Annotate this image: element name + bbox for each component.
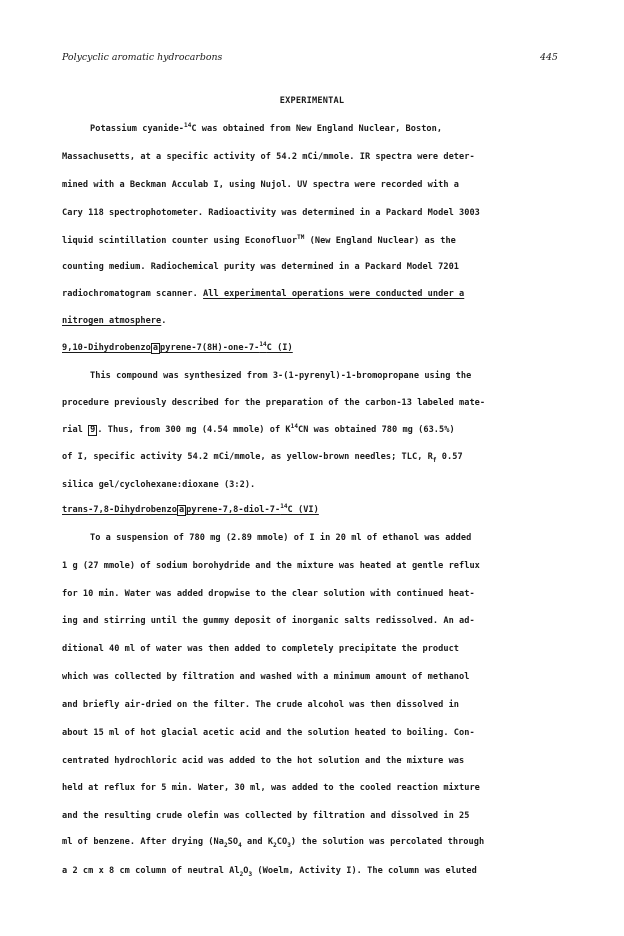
- paragraph-line: of I, specific activity 54.2 mCi/mmole, as yellow-brown needles; TLC, $R_f$ 0.57: [62, 452, 463, 464]
- paragraph-line: liquid scintillation counter using Econofluor™ (New England Nuclear) as the: [62, 234, 456, 246]
- paragraph-line: counting medium. Radiochemical purity was determined in a Packard Model 7201: [62, 262, 460, 272]
- compound-heading-1: 9,10-Dihydrobenzo a pyrene-7(8H)-one-7-$^{14}$C (I): [62, 341, 293, 353]
- paragraph-line: radiochromatogram scanner. All experimental operations were conducted under a: [62, 289, 465, 299]
- paragraph-line: rial 9 . Thus, from 300 mg (4.54 mmole) of $K^{14}CN$ was obtained 780 mg (63.5%): [62, 423, 455, 435]
- paragraph-line: which was collected by filtration and washed with a minimum amount of methanol: [62, 672, 470, 682]
- paragraph-line: ml of benzene. After drying ($Na_2SO_4$ and $K_2CO_3$) the solution was percolated through: [62, 837, 485, 849]
- paragraph-line: Massachusetts, at a specific activity of 54.2 mCi/mmole. IR spectra were deter-: [62, 152, 475, 162]
- paragraph-line: and briefly air-dried on the filter. The crude alcohol was then dissolved in: [62, 700, 460, 710]
- paragraph-line: Cary 118 spectrophotometer. Radioactivity was determined in a Packard Model 3003: [62, 208, 480, 218]
- paragraph-line: a 2 cm x 8 cm column of neutral $Al_2O_3$ (Woelm, Activity I). The column was eluted: [62, 866, 477, 878]
- paragraph-line: mined with a Beckman Acculab I, using Nujol. UV spectra were recorded with a: [62, 180, 460, 190]
- paragraph-line: for 10 min. Water was added dropwise to the clear solution with continued heat-: [62, 589, 475, 599]
- compound-heading-2: trans-7,8-Dihydrobenzo a pyrene-7,8-diol-7-$^{14}$C (VI): [62, 503, 319, 515]
- paragraph-line: about 15 ml of hot glacial acetic acid and the solution heated to boiling. Con-: [62, 728, 475, 738]
- section-heading: EXPERIMENTAL: [279, 96, 345, 106]
- paragraph-line: ditional 40 ml of water was then added to completely precipitate the product: [62, 644, 460, 654]
- paragraph-line: ing and stirring until the gummy deposit of inorganic salts redissolved. An ad-: [62, 616, 475, 626]
- paragraph-line: silica gel/cyclohexane:dioxane (3:2).: [62, 480, 256, 490]
- paragraph-line: centrated hydrochloric acid was added to the hot solution and the mixture was: [62, 756, 465, 766]
- page-number: 445: [540, 52, 558, 63]
- paragraph-line: and the resulting crude olefin was collected by filtration and dissolved in 25: [62, 811, 470, 821]
- paragraph-line: Potassium cyanide-$^{14}$C was obtained from New England Nuclear, Boston,: [90, 122, 443, 134]
- paragraph-line: procedure previously described for the preparation of the carbon-13 labeled mate-: [62, 398, 486, 408]
- reference-citation: 9: [90, 425, 96, 435]
- running-title: Polycyclic aromatic hydrocarbons: [62, 52, 223, 63]
- paragraph-line: To a suspension of 780 mg (2.89 mmole) of I in 20 ml of ethanol was added: [90, 533, 472, 543]
- paragraph-line: 1 g (27 mmole) of sodium borohydride and the mixture was heated at gentle reflux: [62, 561, 480, 571]
- paragraph-line: nitrogen atmosphere.: [62, 316, 167, 326]
- paragraph-line: This compound was synthesized from 3-(1-pyrenyl)-1-bromopropane using the: [90, 371, 472, 381]
- paragraph-line: held at reflux for 5 min. Water, 30 ml, was added to the cooled reaction mixture: [62, 783, 480, 793]
